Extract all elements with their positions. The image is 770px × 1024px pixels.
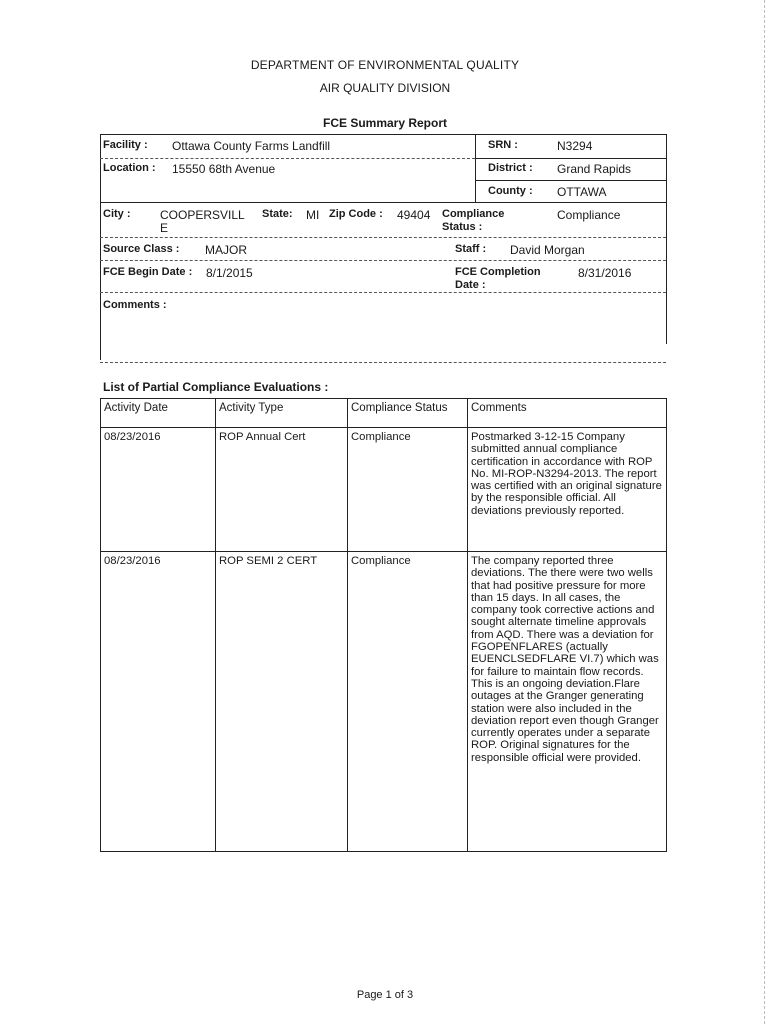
comments-label: Comments : xyxy=(103,299,167,311)
staff-value: David Morgan xyxy=(510,243,585,257)
comments-cell: The company reported three deviations. The there were two wells that had positive pressure for more than 15 days. In all cases, the company took corrective actions and sought alternate timeline approvals from AQD. There was a deviation for FGOPENFLARES (actually EUENCLSEDFLARE VI.7) which was for failure to maintain flow records. This is an ongoing deviation.Flare outages at the Granger generating station were also included in the deviation report even though Granger currently operates under a separate ROP. Original signatures for the responsible official were provided. xyxy=(468,552,667,852)
facility-label: Facility : xyxy=(103,139,148,151)
compliance-status-label-line2: Status : xyxy=(442,221,483,233)
district-label: District : xyxy=(488,162,533,174)
report-title: FCE Summary Report xyxy=(322,116,448,130)
location-label: Location : xyxy=(103,162,156,174)
compliance-status-label-line1: Compliance xyxy=(442,208,505,220)
zip-value: 49404 xyxy=(397,208,431,222)
col-header-comments: Comments xyxy=(468,399,667,428)
fce-begin-value: 8/1/2015 xyxy=(206,266,253,280)
location-value: 15550 68th Avenue xyxy=(172,162,276,176)
pce-header-row xyxy=(101,399,667,428)
comments-cell: Postmarked 3-12-15 Company submitted annual compliance certification in accordance with ROP No. MI-ROP-N3294-2013. The report was certified with an original signature by the responsible official. All deviations previously reported. xyxy=(468,428,667,552)
state-label: State: xyxy=(262,208,293,220)
zip-label: Zip Code : xyxy=(329,208,383,220)
staff-label: Staff : xyxy=(455,243,487,255)
activity-date-cell: 08/23/2016 xyxy=(101,428,216,552)
pce-table xyxy=(100,398,667,852)
srn-label: SRN : xyxy=(488,139,518,151)
activity-type-cell: ROP Annual Cert xyxy=(216,428,348,552)
department-heading: DEPARTMENT OF ENVIRONMENTAL QUALITY xyxy=(250,58,520,72)
state-value: MI xyxy=(306,208,320,222)
source-class-label: Source Class : xyxy=(103,243,180,255)
fce-completion-label-line1: FCE Completion xyxy=(455,266,541,278)
table-row xyxy=(101,552,667,852)
city-label: City : xyxy=(103,208,131,220)
compliance-status-value: Compliance xyxy=(557,208,621,222)
scan-edge-marks xyxy=(764,0,765,1024)
district-value: Grand Rapids xyxy=(557,162,632,176)
col-header-activity-date: Activity Date xyxy=(101,399,216,428)
county-label: County : xyxy=(488,185,533,197)
county-value: OTTAWA xyxy=(557,185,607,199)
pce-list-title: List of Partial Compliance Evaluations : xyxy=(103,380,329,394)
compliance-status-cell: Compliance xyxy=(348,552,468,852)
activity-date-cell: 08/23/2016 xyxy=(101,552,216,852)
source-class-value: MAJOR xyxy=(205,243,247,257)
table-row xyxy=(101,428,667,552)
srn-value: N3294 xyxy=(557,139,593,153)
fce-completion-value: 8/31/2016 xyxy=(578,266,632,280)
division-heading: AIR QUALITY DIVISION xyxy=(319,81,451,95)
facility-value: Ottawa County Farms Landfill xyxy=(172,139,331,153)
activity-type-cell: ROP SEMI 2 CERT xyxy=(216,552,348,852)
col-header-activity-type: Activity Type xyxy=(216,399,348,428)
fce-begin-label: FCE Begin Date : xyxy=(103,266,193,278)
fce-completion-label-line2: Date : xyxy=(455,279,486,291)
col-header-compliance-status: Compliance Status xyxy=(348,399,468,428)
compliance-status-cell: Compliance xyxy=(348,428,468,552)
city-value-line1: COOPERSVILL xyxy=(160,208,245,222)
city-value-line2: E xyxy=(160,221,169,235)
page-number: Page 1 of 3 xyxy=(356,989,414,1001)
